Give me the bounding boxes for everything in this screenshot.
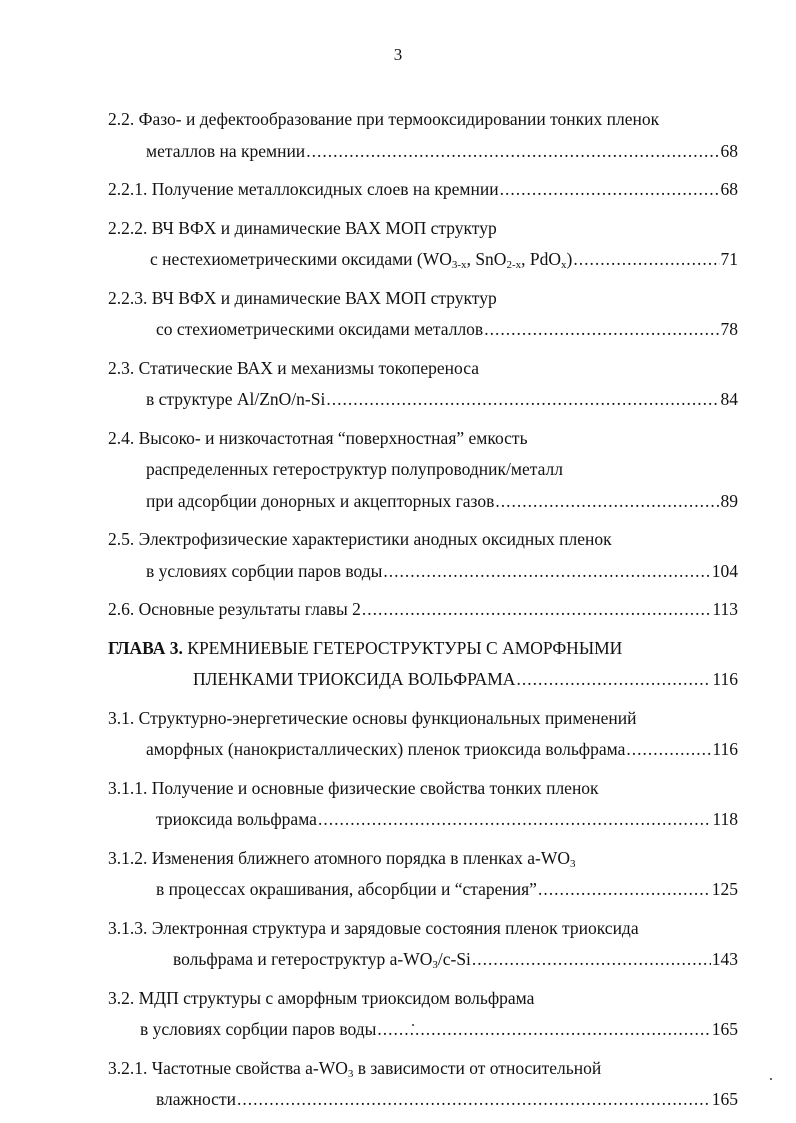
toc-title: 3.1.3. Электронная структура и зарядовые состояния пленок триоксида — [108, 917, 639, 938]
scan-speck — [770, 1078, 772, 1080]
toc-entry-2-2 — [108, 104, 738, 167]
toc-page-number: 71 — [720, 249, 738, 269]
toc-title: 3.2.1. Частотные свойства $a-WO_3$ в зависимости от относительной — [108, 1057, 602, 1080]
toc-title: 3.1. Структурно-энергетические основы функциональных применений — [108, 707, 637, 728]
toc-entry-3-2-1 — [108, 1053, 738, 1116]
leader-dots — [318, 804, 711, 836]
toc-page-number: 143 — [711, 949, 738, 969]
chapter-title-continued: ПЛЕНКАМИ ТРИОКСИДА ВОЛЬФРАМА — [193, 669, 516, 689]
leader-dots — [362, 594, 712, 626]
toc-entry-3-1 — [108, 703, 738, 766]
toc-page-number: 78 — [720, 319, 738, 339]
toc-page-number: 116 — [712, 739, 738, 759]
toc-title-continued: в структуре Al/ZnO/n-Si — [146, 389, 326, 409]
toc-title-continued: с нестехиометрическими оксидами ($WO_{3-x}$, SnO$_{2-x}$, PdO$_x$) — [150, 249, 573, 271]
toc-title: 2.2.2. ВЧ ВФХ и динамические ВАХ МОП структур — [108, 217, 497, 238]
toc-title-continued: в процессах окрашивания, абсорбции и “старения” — [156, 879, 537, 899]
toc-page-number: 165 — [711, 1019, 738, 1039]
toc-title-continued: в условиях сорбции паров воды — [146, 560, 383, 581]
leader-dots — [306, 136, 719, 168]
leader-dots — [326, 384, 719, 416]
toc-page-number: 68 — [720, 140, 738, 161]
toc-entry-3-1-2 — [108, 843, 738, 906]
toc-title: 3.1.1. Получение и основные физические свойства тонких пленок — [108, 777, 599, 798]
toc-entry-2-2-2 — [108, 213, 738, 276]
table-of-contents — [108, 104, 738, 1123]
toc-title-continued: со стехиометрическими оксидами металлов — [156, 319, 484, 339]
toc-page-number: 84 — [720, 389, 738, 409]
leader-dots — [573, 244, 719, 276]
toc-title: 3.1.2. Изменения ближнего атомного порядка в пленках $a-WO_3$ — [108, 847, 576, 870]
toc-entry-2-2-3 — [108, 283, 738, 346]
toc-entry-2-2-1 — [108, 174, 738, 206]
toc-title: 2.2.1. Получение металлоксидных слоев на кремнии — [108, 179, 499, 199]
toc-entry-2-5 — [108, 524, 738, 587]
toc-chapter-3 — [108, 633, 738, 696]
toc-title-continued: при адсорбции донорных и акцепторных газов — [146, 490, 495, 511]
leader-dots — [472, 944, 711, 976]
toc-entry-3-2 — [108, 983, 738, 1046]
toc-title-continued: влажности — [156, 1089, 236, 1109]
toc-page-number: 68 — [720, 179, 738, 199]
leader-dots — [237, 1084, 711, 1116]
toc-page-number: 116 — [712, 669, 738, 689]
toc-page-number: 118 — [712, 809, 738, 829]
leader-dots — [495, 486, 719, 518]
toc-title: 2.5. Электрофизические характеристики анодных оксидных пленок — [108, 529, 612, 549]
toc-page-number: 89 — [720, 490, 738, 511]
toc-title: 2.2. Фазо- и дефектообразование при термооксидировании тонких пленок — [108, 109, 660, 129]
toc-title-continued: металлов на кремнии — [146, 140, 306, 161]
leader-dots — [538, 874, 711, 906]
toc-title-continued: в условиях сорбции паров воды — [140, 1019, 377, 1039]
toc-title: 3.2. МДП структуры с аморфным триоксидом вольфрама — [108, 987, 535, 1008]
toc-title-continued: триоксида вольфрама — [156, 809, 317, 829]
toc-title: 2.6. Основные результаты главы 2 — [108, 599, 361, 619]
chapter-label: ГЛАВА 3. — [108, 637, 183, 658]
leader-dots — [377, 1014, 710, 1046]
toc-entry-2-4 — [108, 423, 738, 518]
toc-entry-2-6 — [108, 594, 738, 626]
toc-page-number: 113 — [712, 599, 738, 619]
toc-entry-2-3 — [108, 353, 738, 416]
leader-dots — [383, 556, 710, 588]
leader-dots — [484, 314, 719, 346]
toc-title-continued: аморфных (нанокристаллических) пленок триоксида вольфрама — [146, 739, 626, 759]
toc-title: 2.4. Высоко- и низкочастотная “поверхностная” емкость — [108, 427, 528, 448]
leader-dots — [516, 664, 711, 696]
scan-speck — [412, 1024, 414, 1026]
page-number: 3 — [393, 45, 403, 64]
toc-title: 2.3. Статические ВАХ и механизмы токопереноса — [108, 357, 479, 378]
toc-title: 2.2.3. ВЧ ВФХ и динамические ВАХ МОП структур — [108, 287, 497, 308]
chapter-title: КРЕМНИЕВЫЕ ГЕТЕРОСТРУКТУРЫ С АМОРФНЫМИ — [182, 637, 623, 658]
toc-entry-3-1-1 — [108, 773, 738, 836]
toc-entry-3-1-3 — [108, 913, 738, 976]
leader-dots — [500, 174, 720, 206]
leader-dots — [626, 734, 711, 766]
toc-title-continued: вольфрама и гетероструктур $a-WO_3/c-Si$ — [173, 949, 471, 971]
toc-title-continued: распределенных гетероструктур полупроводник/металл — [146, 459, 563, 479]
toc-page-number: 104 — [711, 560, 738, 581]
toc-page-number: 125 — [711, 879, 738, 899]
toc-page-number: 165 — [711, 1089, 738, 1109]
